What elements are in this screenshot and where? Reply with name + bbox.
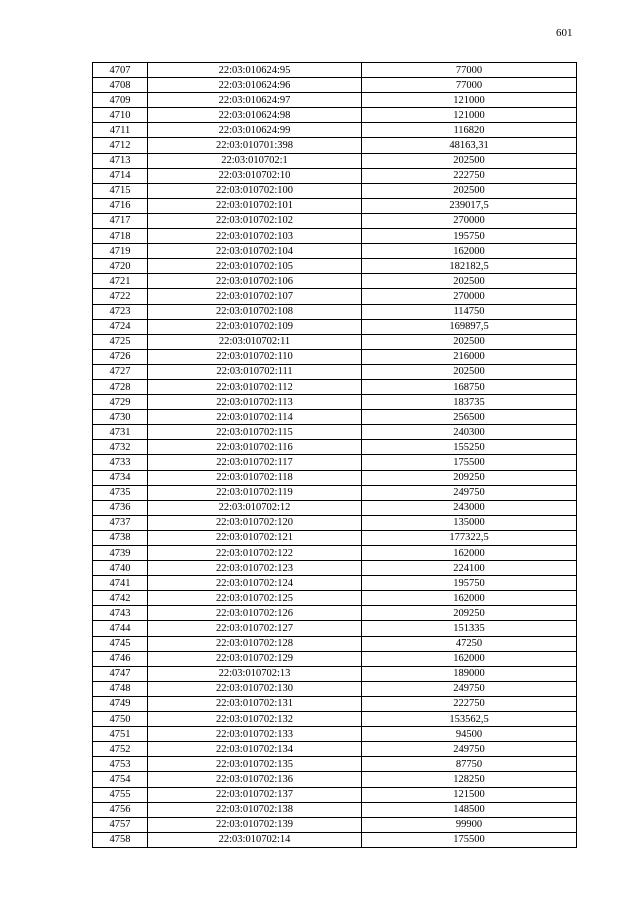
cadastral-number-cell: 22:03:010624:96 — [148, 78, 362, 93]
cadastral-number-cell: 22:03:010702:138 — [148, 802, 362, 817]
row-number-cell: 4734 — [93, 470, 148, 485]
table-row — [93, 123, 577, 138]
cadastral-number-cell: 22:03:010701:398 — [148, 138, 362, 153]
table-row — [93, 772, 577, 787]
cadastral-number-cell: 22:03:010702:131 — [148, 696, 362, 711]
row-number-cell: 4716 — [93, 198, 148, 213]
cadastral-number-cell: 22:03:010702:100 — [148, 183, 362, 198]
table-row — [93, 666, 577, 681]
table-row — [93, 546, 577, 561]
cadastral-value-cell: 222750 — [362, 696, 577, 711]
cadastral-value-cell: 162000 — [362, 546, 577, 561]
cadastral-number-cell: 22:03:010702:13 — [148, 666, 362, 681]
cadastral-value-cell: 162000 — [362, 591, 577, 606]
cadastral-value-cell: 47250 — [362, 636, 577, 651]
cadastral-number-cell: 22:03:010702:137 — [148, 787, 362, 802]
row-number-cell: 4714 — [93, 168, 148, 183]
cadastral-number-cell: 22:03:010702:115 — [148, 425, 362, 440]
table-row — [93, 591, 577, 606]
table-row — [93, 198, 577, 213]
row-number-cell: 4752 — [93, 742, 148, 757]
cadastral-number-cell: 22:03:010702:10 — [148, 168, 362, 183]
row-number-cell: 4707 — [93, 63, 148, 78]
table-row — [93, 379, 577, 394]
table-row — [93, 425, 577, 440]
table-row — [93, 395, 577, 410]
row-number-cell: 4742 — [93, 591, 148, 606]
row-number-cell: 4750 — [93, 712, 148, 727]
cadastral-value-cell: 168750 — [362, 379, 577, 394]
table-row — [93, 787, 577, 802]
table-row — [93, 364, 577, 379]
cadastral-value-cell: 87750 — [362, 757, 577, 772]
row-number-cell: 4746 — [93, 651, 148, 666]
row-number-cell: 4753 — [93, 757, 148, 772]
row-number-cell: 4727 — [93, 364, 148, 379]
cadastral-number-cell: 22:03:010702:106 — [148, 274, 362, 289]
row-number-cell: 4728 — [93, 379, 148, 394]
cadastral-number-cell: 22:03:010702:125 — [148, 591, 362, 606]
cadastral-value-cell: 99900 — [362, 817, 577, 832]
cadastral-value-cell: 240300 — [362, 425, 577, 440]
page-number: 601 — [556, 27, 573, 39]
cadastral-value-cell: 202500 — [362, 364, 577, 379]
cadastral-number-cell: 22:03:010702:109 — [148, 319, 362, 334]
row-number-cell: 4737 — [93, 515, 148, 530]
cadastral-value-cell: 249750 — [362, 742, 577, 757]
table-row — [93, 561, 577, 576]
cadastral-value-cell: 202500 — [362, 153, 577, 168]
cadastral-number-cell: 22:03:010702:105 — [148, 259, 362, 274]
table-row — [93, 576, 577, 591]
cadastral-number-cell: 22:03:010702:126 — [148, 606, 362, 621]
row-number-cell: 4747 — [93, 666, 148, 681]
table-row — [93, 515, 577, 530]
cadastral-value-cell: 128250 — [362, 772, 577, 787]
table-row — [93, 153, 577, 168]
table-row — [93, 244, 577, 259]
cadastral-number-cell: 22:03:010702:139 — [148, 817, 362, 832]
table-row — [93, 274, 577, 289]
cadastral-value-cell: 177322,5 — [362, 530, 577, 545]
table-row — [93, 742, 577, 757]
table-row — [93, 319, 577, 334]
cadastral-value-cell: 195750 — [362, 229, 577, 244]
cadastral-value-cell: 202500 — [362, 334, 577, 349]
cadastral-value-cell: 116820 — [362, 123, 577, 138]
cadastral-number-cell: 22:03:010702:102 — [148, 213, 362, 228]
row-number-cell: 4756 — [93, 802, 148, 817]
table-row — [93, 817, 577, 832]
cadastral-value-cell: 151335 — [362, 621, 577, 636]
cadastral-value-cell: 182182,5 — [362, 259, 577, 274]
cadastral-value-cell: 114750 — [362, 304, 577, 319]
cadastral-value-table — [92, 62, 577, 848]
cadastral-number-cell: 22:03:010702:128 — [148, 636, 362, 651]
cadastral-value-cell: 135000 — [362, 515, 577, 530]
row-number-cell: 4748 — [93, 681, 148, 696]
cadastral-number-cell: 22:03:010702:122 — [148, 546, 362, 561]
row-number-cell: 4744 — [93, 621, 148, 636]
cadastral-value-cell: 256500 — [362, 410, 577, 425]
row-number-cell: 4758 — [93, 832, 148, 847]
cadastral-value-cell: 249750 — [362, 485, 577, 500]
cadastral-number-cell: 22:03:010702:123 — [148, 561, 362, 576]
row-number-cell: 4708 — [93, 78, 148, 93]
row-number-cell: 4754 — [93, 772, 148, 787]
table-row — [93, 485, 577, 500]
cadastral-value-cell: 202500 — [362, 274, 577, 289]
cadastral-number-cell: 22:03:010702:114 — [148, 410, 362, 425]
row-number-cell: 4713 — [93, 153, 148, 168]
table-row — [93, 93, 577, 108]
row-number-cell: 4745 — [93, 636, 148, 651]
cadastral-value-cell: 202500 — [362, 183, 577, 198]
row-number-cell: 4709 — [93, 93, 148, 108]
cadastral-number-cell: 22:03:010702:124 — [148, 576, 362, 591]
row-number-cell: 4733 — [93, 455, 148, 470]
table-row — [93, 832, 577, 847]
cadastral-number-cell: 22:03:010702:104 — [148, 244, 362, 259]
row-number-cell: 4720 — [93, 259, 148, 274]
cadastral-number-cell: 22:03:010702:117 — [148, 455, 362, 470]
table-row — [93, 440, 577, 455]
table-row — [93, 229, 577, 244]
cadastral-value-cell: 249750 — [362, 681, 577, 696]
cadastral-number-cell: 22:03:010624:97 — [148, 93, 362, 108]
cadastral-value-cell: 224100 — [362, 561, 577, 576]
row-number-cell: 4712 — [93, 138, 148, 153]
table-row — [93, 108, 577, 123]
cadastral-number-cell: 22:03:010702:116 — [148, 440, 362, 455]
cadastral-number-cell: 22:03:010702:133 — [148, 727, 362, 742]
cadastral-value-cell: 121000 — [362, 108, 577, 123]
cadastral-value-cell: 189000 — [362, 666, 577, 681]
table-row — [93, 712, 577, 727]
row-number-cell: 4710 — [93, 108, 148, 123]
table-row — [93, 651, 577, 666]
table-row — [93, 259, 577, 274]
table-body — [93, 63, 577, 848]
table-row — [93, 78, 577, 93]
cadastral-number-cell: 22:03:010702:14 — [148, 832, 362, 847]
cadastral-value-cell: 209250 — [362, 470, 577, 485]
cadastral-number-cell: 22:03:010702:132 — [148, 712, 362, 727]
cadastral-value-cell: 216000 — [362, 349, 577, 364]
row-number-cell: 4751 — [93, 727, 148, 742]
cadastral-number-cell: 22:03:010702:1 — [148, 153, 362, 168]
table-row — [93, 727, 577, 742]
cadastral-value-cell: 121500 — [362, 787, 577, 802]
table-row — [93, 63, 577, 78]
cadastral-number-cell: 22:03:010624:98 — [148, 108, 362, 123]
table-row — [93, 289, 577, 304]
cadastral-number-cell: 22:03:010702:130 — [148, 681, 362, 696]
cadastral-number-cell: 22:03:010624:99 — [148, 123, 362, 138]
cadastral-value-cell: 148500 — [362, 802, 577, 817]
cadastral-value-cell: 162000 — [362, 244, 577, 259]
cadastral-number-cell: 22:03:010702:113 — [148, 395, 362, 410]
row-number-cell: 4725 — [93, 334, 148, 349]
cadastral-value-cell: 270000 — [362, 213, 577, 228]
table-row — [93, 183, 577, 198]
table-row — [93, 500, 577, 515]
row-number-cell: 4743 — [93, 606, 148, 621]
cadastral-value-cell: 48163,31 — [362, 138, 577, 153]
cadastral-number-cell: 22:03:010702:120 — [148, 515, 362, 530]
cadastral-value-cell: 175500 — [362, 455, 577, 470]
table-row — [93, 410, 577, 425]
row-number-cell: 4717 — [93, 213, 148, 228]
cadastral-value-cell: 155250 — [362, 440, 577, 455]
table-row — [93, 621, 577, 636]
cadastral-number-cell: 22:03:010702:12 — [148, 500, 362, 515]
row-number-cell: 4741 — [93, 576, 148, 591]
cadastral-number-cell: 22:03:010702:135 — [148, 757, 362, 772]
row-number-cell: 4719 — [93, 244, 148, 259]
table-row — [93, 334, 577, 349]
row-number-cell: 4732 — [93, 440, 148, 455]
cadastral-value-cell: 121000 — [362, 93, 577, 108]
table-row — [93, 530, 577, 545]
row-number-cell: 4729 — [93, 395, 148, 410]
cadastral-number-cell: 22:03:010702:136 — [148, 772, 362, 787]
cadastral-value-cell: 175500 — [362, 832, 577, 847]
cadastral-value-cell: 270000 — [362, 289, 577, 304]
row-number-cell: 4715 — [93, 183, 148, 198]
row-number-cell: 4739 — [93, 546, 148, 561]
row-number-cell: 4726 — [93, 349, 148, 364]
table-row — [93, 606, 577, 621]
table-row — [93, 304, 577, 319]
row-number-cell: 4718 — [93, 229, 148, 244]
table-row — [93, 138, 577, 153]
table-row — [93, 168, 577, 183]
table-row — [93, 470, 577, 485]
cadastral-number-cell: 22:03:010702:107 — [148, 289, 362, 304]
cadastral-number-cell: 22:03:010702:121 — [148, 530, 362, 545]
cadastral-number-cell: 22:03:010702:119 — [148, 485, 362, 500]
cadastral-number-cell: 22:03:010624:95 — [148, 63, 362, 78]
cadastral-number-cell: 22:03:010702:103 — [148, 229, 362, 244]
cadastral-number-cell: 22:03:010702:11 — [148, 334, 362, 349]
cadastral-number-cell: 22:03:010702:110 — [148, 349, 362, 364]
cadastral-value-cell: 162000 — [362, 651, 577, 666]
row-number-cell: 4721 — [93, 274, 148, 289]
row-number-cell: 4740 — [93, 561, 148, 576]
row-number-cell: 4738 — [93, 530, 148, 545]
table-row — [93, 681, 577, 696]
table-row — [93, 349, 577, 364]
cadastral-number-cell: 22:03:010702:134 — [148, 742, 362, 757]
row-number-cell: 4757 — [93, 817, 148, 832]
cadastral-value-cell: 239017,5 — [362, 198, 577, 213]
table-row — [93, 802, 577, 817]
cadastral-value-cell: 183735 — [362, 395, 577, 410]
cadastral-value-cell: 94500 — [362, 727, 577, 742]
cadastral-number-cell: 22:03:010702:111 — [148, 364, 362, 379]
row-number-cell: 4735 — [93, 485, 148, 500]
cadastral-number-cell: 22:03:010702:127 — [148, 621, 362, 636]
cadastral-value-cell: 153562,5 — [362, 712, 577, 727]
row-number-cell: 4755 — [93, 787, 148, 802]
cadastral-number-cell: 22:03:010702:129 — [148, 651, 362, 666]
row-number-cell: 4731 — [93, 425, 148, 440]
cadastral-value-cell: 243000 — [362, 500, 577, 515]
table-row — [93, 636, 577, 651]
cadastral-number-cell: 22:03:010702:118 — [148, 470, 362, 485]
row-number-cell: 4722 — [93, 289, 148, 304]
cadastral-value-cell: 77000 — [362, 63, 577, 78]
row-number-cell: 4749 — [93, 696, 148, 711]
cadastral-value-cell: 222750 — [362, 168, 577, 183]
cadastral-value-cell: 209250 — [362, 606, 577, 621]
cadastral-value-cell: 77000 — [362, 78, 577, 93]
row-number-cell: 4736 — [93, 500, 148, 515]
cadastral-value-cell: 195750 — [362, 576, 577, 591]
table-row — [93, 213, 577, 228]
row-number-cell: 4730 — [93, 410, 148, 425]
table-row — [93, 455, 577, 470]
row-number-cell: 4724 — [93, 319, 148, 334]
cadastral-number-cell: 22:03:010702:112 — [148, 379, 362, 394]
table-row — [93, 757, 577, 772]
cadastral-number-cell: 22:03:010702:101 — [148, 198, 362, 213]
cadastral-number-cell: 22:03:010702:108 — [148, 304, 362, 319]
table-row — [93, 696, 577, 711]
cadastral-value-cell: 169897,5 — [362, 319, 577, 334]
row-number-cell: 4711 — [93, 123, 148, 138]
row-number-cell: 4723 — [93, 304, 148, 319]
